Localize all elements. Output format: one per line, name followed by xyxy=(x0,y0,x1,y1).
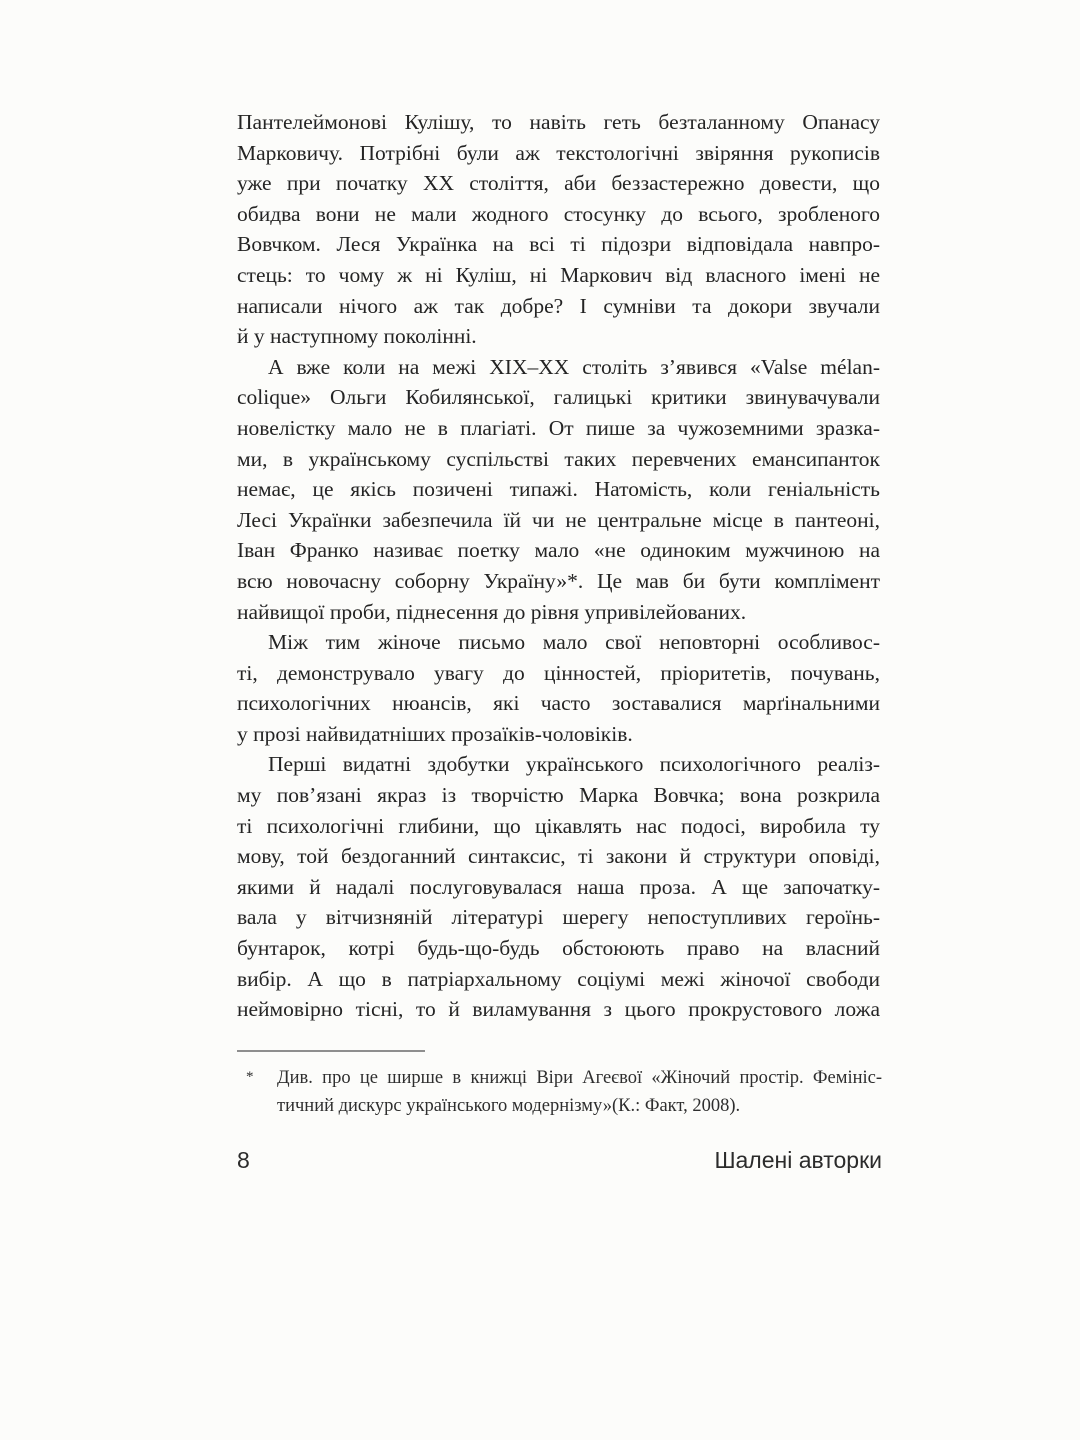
text-line: Між тим жіноче письмо мало свої неповторні особливос- xyxy=(268,630,880,655)
text-line: Пантелеймонові Кулішу, то навіть геть безталанному Опанасу xyxy=(237,110,880,134)
text-line: якими й надалі послуговувалася наша проза. А ще започатку- xyxy=(237,874,880,899)
text-line: найвищої проби, піднесення до рівня упривілейованих. xyxy=(237,599,747,624)
paragraph xyxy=(237,749,880,1024)
text-line: стець: то чому ж ні Куліш, ні Маркович від власного імені не xyxy=(237,262,880,287)
text-line: ті психологічні глибини, що цікавлять нас подосі, виробила ту xyxy=(237,813,880,838)
paragraph xyxy=(237,107,880,352)
text-line: у прозі найвидатніших прозаїків-чоловіків. xyxy=(237,721,633,746)
text-line: Лесі Українки забезпечила їй чи не центральне місце в пантеоні, xyxy=(237,507,880,532)
page-number: 8 xyxy=(237,1147,250,1173)
footnote xyxy=(237,1050,882,1120)
text-line: Марковичу. Потрібні були аж текстологічні звіряння рукописів xyxy=(237,140,880,165)
text-line: всю новочасну соборну Україну»*. Це мав би бути комплімент xyxy=(237,568,880,593)
text-line: вала у вітчизняній літературі шерегу непоступливих героїнь- xyxy=(237,905,880,930)
text-line: му пов’язані якраз із творчістю Марка Вовчка; вона розкрила xyxy=(237,783,880,808)
paragraph xyxy=(237,352,880,627)
text-line: ті, демонструвало увагу до цінностей, пріоритетів, почувань, xyxy=(237,660,880,685)
text-line: новелістку мало не в плагіаті. От пише за чужоземними зразка- xyxy=(237,415,880,440)
text-line: обидва вони не мали жодного стосунку до всього, зробленого xyxy=(237,201,880,226)
text-line: немає, це якісь позичені типажі. Натомість, коли геніальність xyxy=(237,477,880,502)
running-title: Шалені авторки xyxy=(714,1147,882,1173)
text-line: психологічних нюансів, які часто зоставалися марґінальними xyxy=(237,691,880,716)
text-block xyxy=(237,107,880,1025)
text-line: неймовірно тісні, то й виламування з цього прокрустового ложа xyxy=(237,997,880,1022)
footnote-line: тичний дискурс українського модернізму»(К.: Факт, 2008). xyxy=(277,1095,741,1116)
text-line: й у наступному поколінні. xyxy=(237,324,477,349)
text-line: colique» Ольги Кобилянської, галицькі критики звинувачували xyxy=(237,385,880,410)
page-footer xyxy=(237,1147,882,1174)
text-line: Вовчком. Леся Українка на всі ті підозри відповідала навпро- xyxy=(237,232,880,257)
text-line: написали нічого аж так добре? І сумніви та докори звучали xyxy=(237,293,880,318)
text-line: А вже коли на межі XIX–XX століть з’явився «Valse mélan- xyxy=(268,354,880,379)
footnote-text xyxy=(277,1065,882,1120)
text-line: вибір. А що в патріархальному соціумі межі жіночої свободи xyxy=(237,966,880,991)
text-line: уже при початку XX століття, аби беззастережно довести, що xyxy=(237,171,880,196)
footnote-divider xyxy=(237,1050,425,1052)
paragraph xyxy=(237,627,880,749)
footnote-marker: * xyxy=(246,1069,254,1085)
text-line: бунтарок, котрі будь-що-будь обстоюють право на власний xyxy=(237,936,880,961)
text-line: ми, в українському суспільстві таких перевчених емансипанток xyxy=(237,446,880,471)
text-line: Іван Франко називає поетку мало «не одиноким мужчиною на xyxy=(237,538,880,563)
footnote-line: Див. про це ширше в книжці Віри Агеєвої «Жіночий простір. Фемініс- xyxy=(277,1068,882,1088)
text-line: Перші видатні здобутки українського психологічного реаліз- xyxy=(268,752,880,777)
text-line: мову, той бездоганний синтаксис, ті закони й структури оповіді, xyxy=(237,844,880,869)
